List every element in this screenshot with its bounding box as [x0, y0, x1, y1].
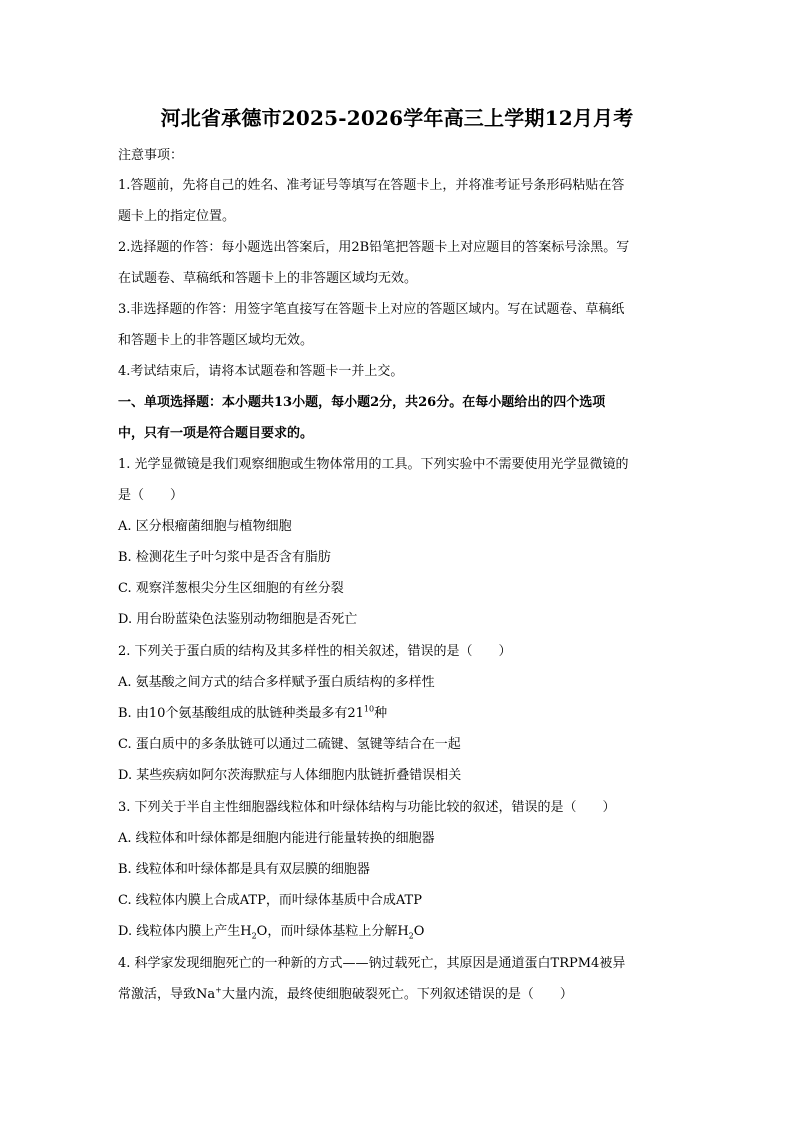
- question-2-option-b: [118, 704, 387, 724]
- notice-item-4: 4.考试结束后，请将本试题卷和答题卡一并上交。: [118, 364, 404, 379]
- question-1-stem-line-1: 1. 光学显微镜是我们观察细胞或生物体常用的工具。下列实验中不需要使用光学显微镜的: [118, 457, 629, 472]
- question-1-stem-line-2: 是（ ）: [118, 488, 184, 503]
- question-3-option-c: C. 线粒体内膜上合成ATP，而叶绿体基质中合成ATP: [118, 893, 422, 908]
- question-3-option-d: [118, 922, 424, 942]
- question-2-option-b-text: B. 由10个氨基酸组成的肽链种类最多有21: [118, 706, 364, 721]
- question-3-option-d-middle: O，而叶绿体基粒上分解H: [256, 924, 409, 939]
- section-1-heading-line-2: 中，只有一项是符合题目要求的。: [118, 426, 314, 441]
- question-1-option-c: C. 观察洋葱根尖分生区细胞的有丝分裂: [118, 581, 344, 596]
- section-1-heading-line-1: 一、单项选择题：本小题共13小题，每小题2分，共26分。在每小题给出的四个选项: [118, 395, 606, 410]
- question-4-stem-line-2: [118, 985, 573, 1005]
- notice-item-2-line-1: 2.选择题的作答：每小题选出答案后，用2B铅笔把答题卡上对应题目的答案标号涂黑。写: [118, 240, 630, 255]
- notice-item-3-line-2: 和答题卡上的非答题区域均无效。: [118, 333, 314, 348]
- question-4-stem-line-1: 4. 科学家发现细胞死亡的一种新的方式——钠过载死亡，其原因是通道蛋白TRPM4被异: [118, 956, 626, 971]
- question-1-option-a: A. 区分根瘤菌细胞与植物细胞: [118, 519, 292, 534]
- question-4-stem-line-2-text: 常激活，导致Na: [118, 987, 216, 1002]
- question-2-option-a: A. 氨基酸之间方式的结合多样赋予蛋白质结构的多样性: [118, 675, 435, 690]
- question-2-option-b-suffix: 种: [374, 706, 388, 721]
- question-1-option-d: D. 用台盼蓝染色法鉴别动物细胞是否死亡: [118, 612, 358, 627]
- question-3-option-d-suffix: O: [413, 924, 425, 939]
- notice-heading: 注意事项：: [118, 148, 184, 163]
- question-2-option-d: D. 某些疾病如阿尔茨海默症与人体细胞内肽链折叠错误相关: [118, 768, 462, 783]
- question-2-stem: 2. 下列关于蛋白质的结构及其多样性的相关叙述，错误的是（ ）: [118, 644, 512, 659]
- subscript: 2: [408, 931, 414, 941]
- notice-item-3-line-1: 3.非选择题的作答：用签字笔直接写在答题卡上对应的答题区域内。写在试题卷、草稿纸: [118, 302, 625, 317]
- question-2-option-c: C. 蛋白质中的多条肽链可以通过二硫键、氢键等结合在一起: [118, 737, 461, 752]
- exam-title: 河北省承德市2025-2026学年高三上学期12月月考: [160, 106, 634, 130]
- notice-item-1-line-2: 题卡上的指定位置。: [118, 209, 236, 224]
- notice-item-1-line-1: 1.答题前，先将自己的姓名、准考证号等填写在答题卡上，并将准考证号条形码粘贴在答: [118, 178, 625, 193]
- question-3-option-d-text: D. 线粒体内膜上产生H: [118, 924, 252, 939]
- question-1-option-b: B. 检测花生子叶匀浆中是否含有脂肪: [118, 550, 331, 565]
- subscript: 2: [251, 931, 257, 941]
- question-3-option-a: A. 线粒体和叶绿体都是细胞内能进行能量转换的细胞器: [118, 831, 435, 846]
- notice-item-2-line-2: 在试题卷、草稿纸和答题卡上的非答题区域均无效。: [118, 271, 418, 286]
- question-3-stem: 3. 下列关于半自主性细胞器线粒体和叶绿体结构与功能比较的叙述，错误的是（ ）: [118, 800, 616, 815]
- superscript: +: [215, 985, 222, 995]
- question-4-stem-line-2-suffix: 大量内流，最终使细胞破裂死亡。下列叙述错误的是（ ）: [221, 987, 573, 1002]
- question-3-option-b: B. 线粒体和叶绿体都是具有双层膜的细胞器: [118, 862, 370, 877]
- superscript: 10: [363, 704, 375, 714]
